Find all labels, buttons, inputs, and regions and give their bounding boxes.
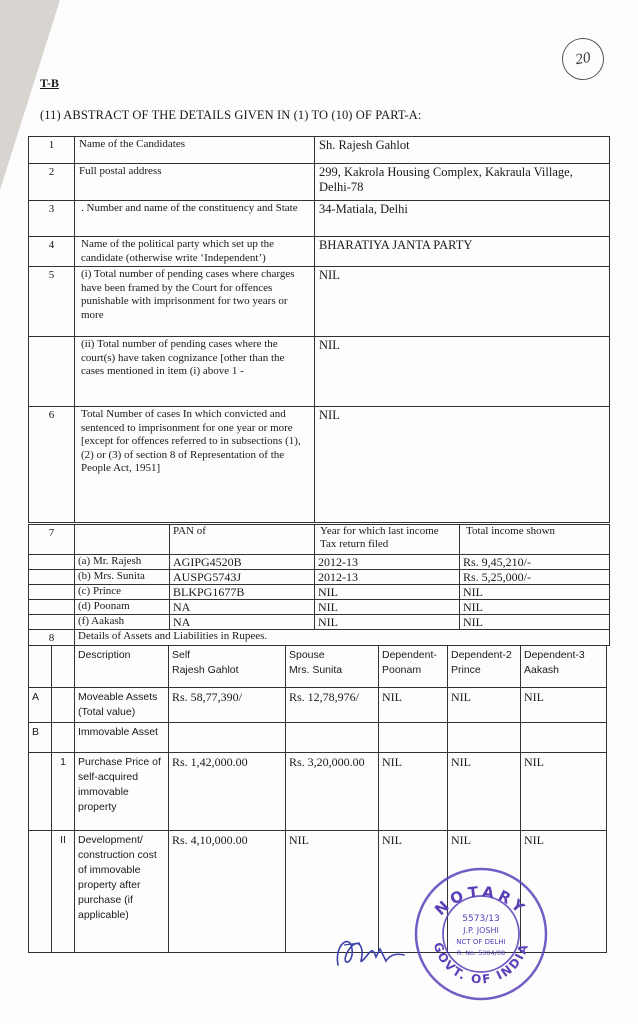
dependent2-header: Dependent-2 Prince bbox=[448, 646, 521, 688]
pan-value: BLKPG1677B bbox=[170, 585, 315, 600]
table-row bbox=[29, 201, 610, 237]
year-value: NIL bbox=[315, 585, 460, 600]
income-header: Total income shown bbox=[460, 525, 610, 555]
row-number: 7 bbox=[29, 525, 75, 555]
table-row bbox=[29, 615, 610, 630]
table-row bbox=[29, 237, 610, 267]
blank-cell bbox=[29, 615, 75, 630]
self-value: Rs. 58,77,390/ bbox=[169, 688, 286, 723]
year-value: 2012-13 bbox=[315, 555, 460, 570]
table-row bbox=[29, 646, 607, 688]
svg-text:GOVT. OF INDIA bbox=[431, 941, 532, 987]
table-row bbox=[29, 555, 610, 570]
table-row bbox=[29, 164, 610, 201]
row-sub-number bbox=[52, 723, 75, 753]
pan-value: AGIPG4520B bbox=[170, 555, 315, 570]
blank-cell bbox=[75, 525, 170, 555]
stamp-bottom-text: GOVT. OF INDIA bbox=[430, 940, 532, 987]
blank-cell bbox=[29, 585, 75, 600]
table-row bbox=[29, 267, 610, 337]
row-label: Name of the political party which set up the candidate (otherwise write ‘Independent’) bbox=[75, 237, 315, 267]
signature bbox=[330, 915, 410, 975]
row-number bbox=[29, 337, 75, 407]
asset-description: Purchase Price of self-acquired immovable property bbox=[75, 753, 169, 831]
table-row bbox=[29, 688, 607, 723]
row-label: (i) Total number of pending cases where charges have been framed by the Court for offences punishable with imprisonment for two years or more bbox=[75, 267, 315, 337]
table-row bbox=[29, 137, 610, 164]
table-row bbox=[29, 600, 610, 615]
income-value: Rs. 9,45,210/- bbox=[460, 555, 610, 570]
blank-cell bbox=[29, 555, 75, 570]
row-value: NIL bbox=[315, 267, 610, 337]
abstract-heading: (11) ABSTRACT OF THE DETAILS GIVEN IN (1) TO (10) OF PART-A: bbox=[40, 108, 422, 122]
asset-description: Immovable Asset bbox=[75, 723, 169, 753]
dependent1-value: NIL bbox=[379, 753, 448, 831]
row-value: 299, Kakrola Housing Complex, Kakraula Village, Delhi-78 bbox=[315, 164, 610, 201]
self-value: Rs. 1,42,000.00 bbox=[169, 753, 286, 831]
row-number: 4 bbox=[29, 237, 75, 267]
row-value: 34-Matiala, Delhi bbox=[315, 201, 610, 237]
description-header: Description bbox=[75, 646, 169, 688]
table-row bbox=[29, 525, 610, 555]
person-name: (f) Aakash bbox=[75, 615, 170, 630]
self-value: Rs. 4,10,000.00 bbox=[169, 831, 286, 953]
stamp-outer-text: NOTARY bbox=[431, 882, 531, 920]
spouse-value bbox=[286, 723, 379, 753]
year-value: NIL bbox=[315, 615, 460, 630]
spouse-value: NIL bbox=[286, 831, 379, 953]
row-number: 1 bbox=[29, 137, 75, 164]
table-row bbox=[29, 585, 610, 600]
stamp-name: J.P. JOSHI bbox=[463, 926, 499, 935]
table-row bbox=[29, 407, 610, 523]
self-value bbox=[169, 723, 286, 753]
stamp-area: NCT OF DELHI bbox=[456, 938, 506, 946]
spouse-value: Rs. 12,78,976/ bbox=[286, 688, 379, 723]
person-name: (b) Mrs. Sunita bbox=[75, 570, 170, 585]
blank-cell bbox=[29, 646, 52, 688]
spouse-value: Rs. 3,20,000.00 bbox=[286, 753, 379, 831]
stamp-number: 5573/13 bbox=[462, 914, 500, 924]
dependent2-value: NIL bbox=[448, 831, 521, 953]
row-letter bbox=[29, 831, 52, 953]
candidate-details-table bbox=[28, 136, 610, 523]
asset-description: Development/ construction cost of immovable property after purchase (if applicable) bbox=[75, 831, 169, 953]
person-name: (d) Poonam bbox=[75, 600, 170, 615]
dependent2-value: NIL bbox=[448, 753, 521, 831]
pan-header: PAN of bbox=[170, 525, 315, 555]
page-number: 20 bbox=[559, 35, 608, 84]
row-label: Total Number of cases In which convicted and sentenced to imprisonment for one year or more [except for offences referred to in subsections (1), (2) or (3) of section 8 of Representation of the People Act, 1951] bbox=[75, 407, 315, 523]
row-number: 8 bbox=[29, 630, 75, 646]
row-value: NIL bbox=[315, 407, 610, 523]
row-label: (ii) Total number of pending cases where the court(s) have taken cognizance [other than the cases mentioned in item (i) above 1 - bbox=[75, 337, 315, 407]
table-row bbox=[29, 753, 607, 831]
dependent2-value: NIL bbox=[448, 688, 521, 723]
income-value: NIL bbox=[460, 600, 610, 615]
row-sub-number: 1 bbox=[52, 753, 75, 831]
row-letter: A bbox=[29, 688, 52, 723]
pan-value: AUSPG5743J bbox=[170, 570, 315, 585]
dependent3-value: NIL bbox=[521, 831, 607, 953]
self-header: Self Rajesh Gahlot bbox=[169, 646, 286, 688]
blank-cell bbox=[29, 600, 75, 615]
row-sub-number: II bbox=[52, 831, 75, 953]
income-value: NIL bbox=[460, 585, 610, 600]
row-value: BHARATIYA JANTA PARTY bbox=[315, 237, 610, 267]
row-number: 6 bbox=[29, 407, 75, 523]
asset-description: Moveable Assets (Total value) bbox=[75, 688, 169, 723]
part-heading: T-B bbox=[40, 76, 59, 90]
row-letter: B bbox=[29, 723, 52, 753]
dependent1-value: NIL bbox=[379, 688, 448, 723]
stamp-reg: R. No. 5304/08 bbox=[456, 949, 506, 957]
row-value: NIL bbox=[315, 337, 610, 407]
row-number: 2 bbox=[29, 164, 75, 201]
row-number: 5 bbox=[29, 267, 75, 337]
income-tax-table bbox=[28, 524, 610, 646]
person-name: (a) Mr. Rajesh bbox=[75, 555, 170, 570]
person-name: (c) Prince bbox=[75, 585, 170, 600]
dependent3-value: NIL bbox=[521, 688, 607, 723]
blank-cell bbox=[52, 646, 75, 688]
row-value: Sh. Rajesh Gahlot bbox=[315, 137, 610, 164]
notary-stamp bbox=[412, 865, 550, 1003]
assets-title: Details of Assets and Liabilities in Rupees. bbox=[75, 630, 610, 646]
pan-value: NA bbox=[170, 600, 315, 615]
year-header: Year for which last income Tax return filed bbox=[315, 525, 460, 555]
table-row bbox=[29, 570, 610, 585]
row-sub-number bbox=[52, 688, 75, 723]
row-label: Name of the Candidates bbox=[75, 137, 315, 164]
year-value: 2012-13 bbox=[315, 570, 460, 585]
income-value: Rs. 5,25,000/- bbox=[460, 570, 610, 585]
row-label: . Number and name of the constituency and State bbox=[75, 201, 315, 237]
row-label: Full postal address bbox=[75, 164, 315, 201]
row-number: 3 bbox=[29, 201, 75, 237]
dependent3-header: Dependent-3 Aakash bbox=[521, 646, 607, 688]
row-letter bbox=[29, 753, 52, 831]
blank-cell bbox=[29, 570, 75, 585]
dependent3-value bbox=[521, 723, 607, 753]
dependent3-value: NIL bbox=[521, 753, 607, 831]
dependent1-value bbox=[379, 723, 448, 753]
dependent2-value bbox=[448, 723, 521, 753]
income-value: NIL bbox=[460, 615, 610, 630]
dependent1-header: Dependent- Poonam bbox=[379, 646, 448, 688]
year-value: NIL bbox=[315, 600, 460, 615]
pan-value: NA bbox=[170, 615, 315, 630]
table-row bbox=[29, 630, 610, 646]
table-row bbox=[29, 337, 610, 407]
spouse-header: Spouse Mrs. Sunita bbox=[286, 646, 379, 688]
dependent1-value: NIL bbox=[379, 831, 448, 953]
table-row bbox=[29, 723, 607, 753]
